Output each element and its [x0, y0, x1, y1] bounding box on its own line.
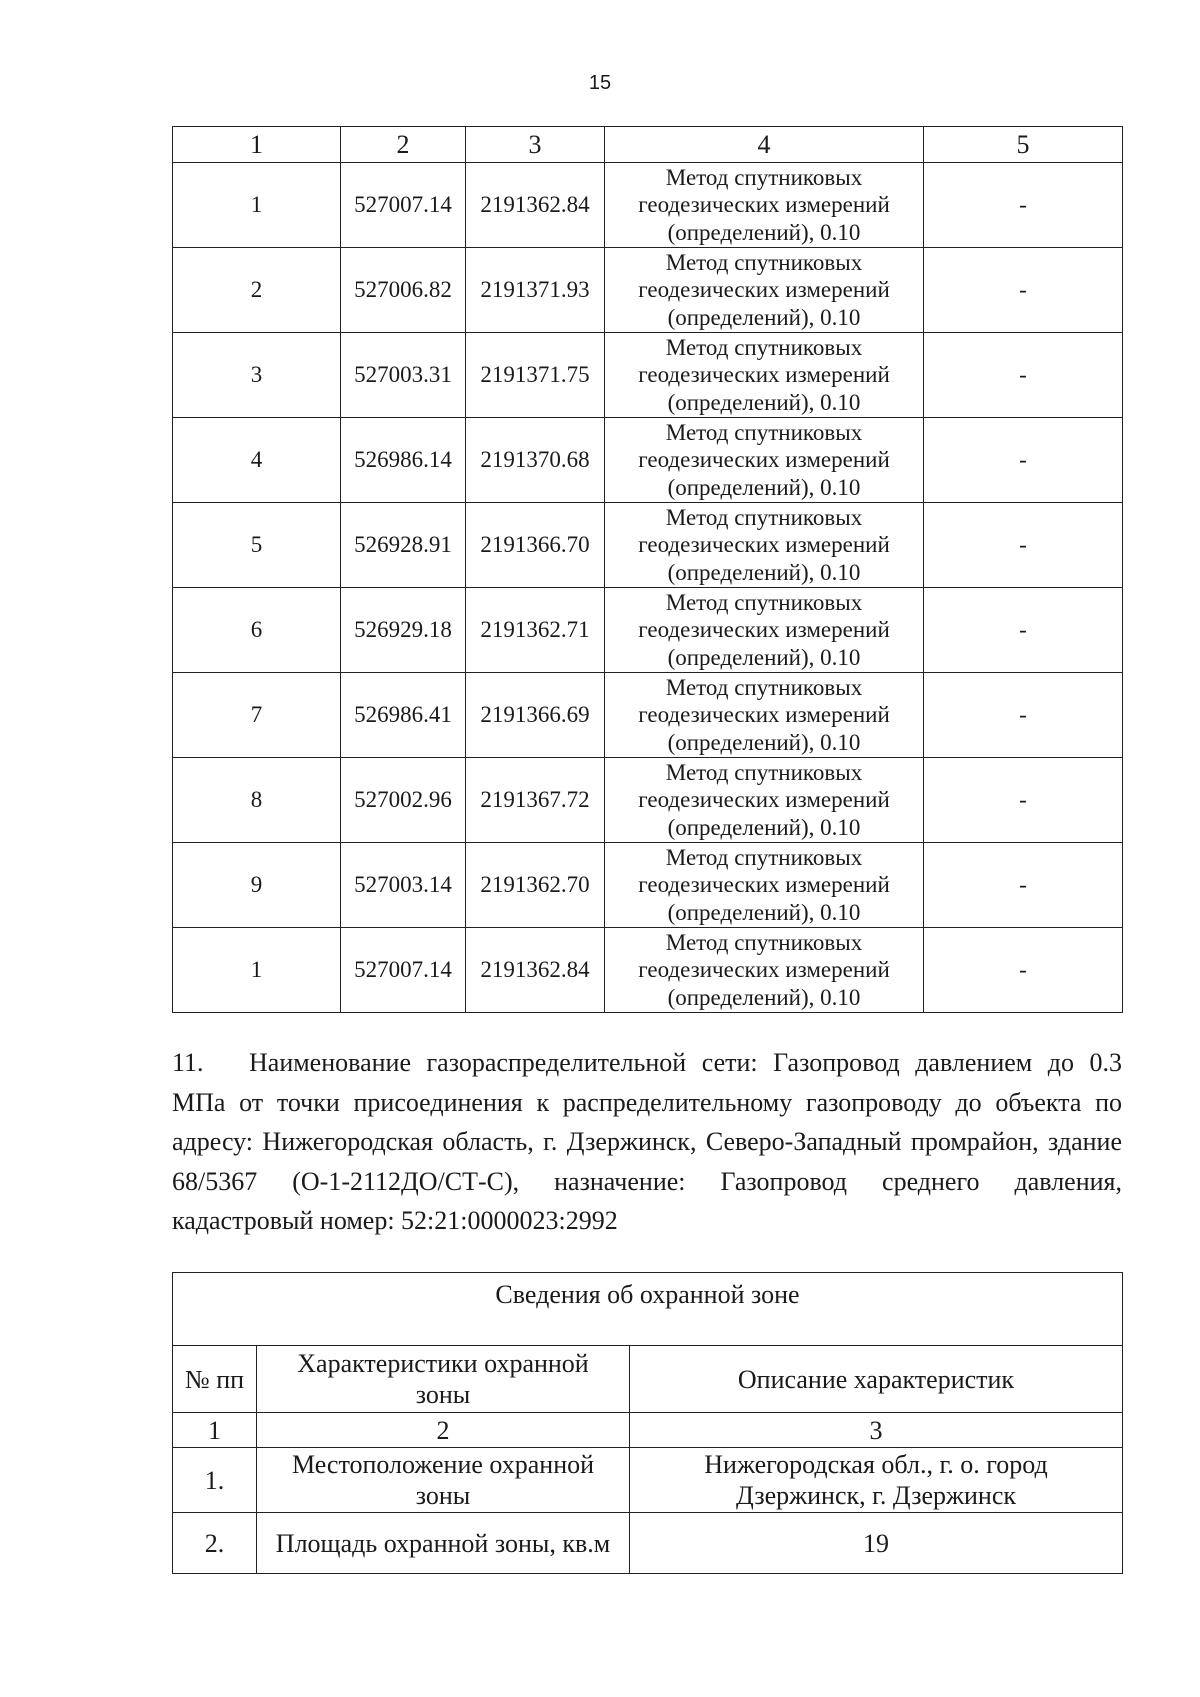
method-line: Метод спутниковых [665, 419, 863, 445]
protection-zone-table [172, 1272, 1123, 1574]
y-coordinate-cell: 2191362.70 [466, 843, 605, 928]
note-cell: - [924, 333, 1123, 418]
method-line: Метод спутниковых [665, 589, 863, 615]
note-cell: - [924, 588, 1123, 673]
point-number-cell: 6 [173, 588, 341, 673]
method-line: Метод спутниковых [665, 844, 863, 870]
table-row [173, 418, 1123, 503]
method-cell [605, 333, 924, 418]
header-description: Описание характеристик [630, 1346, 1123, 1413]
method-line: Метод спутниковых [665, 249, 863, 275]
header-characteristic-line: зоны [415, 1380, 471, 1409]
x-coordinate-cell: 527003.31 [341, 333, 466, 418]
x-coordinate-cell: 527007.14 [341, 928, 466, 1013]
method-line: (определений), 0.10 [667, 984, 861, 1010]
column-header: 4 [605, 127, 924, 163]
method-cell [605, 163, 924, 248]
method-line: (определений), 0.10 [667, 559, 861, 585]
section-number: 11. [172, 1048, 204, 1077]
x-coordinate-cell: 527003.14 [341, 843, 466, 928]
column-header: 5 [924, 127, 1123, 163]
method-cell [605, 673, 924, 758]
y-coordinate-cell: 2191371.93 [466, 248, 605, 333]
table-row [173, 673, 1123, 758]
row-description-line: Нижегородская обл., г. о. город [704, 1450, 1048, 1479]
point-number-cell: 1 [173, 928, 341, 1013]
method-line: геодезических измерений [638, 192, 890, 218]
y-coordinate-cell: 2191370.68 [466, 418, 605, 503]
note-cell: - [924, 503, 1123, 588]
note-cell: - [924, 248, 1123, 333]
zone-table-title: Сведения об охранной зоне [173, 1273, 1123, 1346]
header-characteristic-line: Характеристики охранной [297, 1349, 589, 1378]
point-number-cell: 7 [173, 673, 341, 758]
table-row [173, 163, 1123, 248]
point-number-cell: 4 [173, 418, 341, 503]
method-line: геодезических измерений [638, 532, 890, 558]
method-line: геодезических измерений [638, 277, 890, 303]
y-coordinate-cell: 2191362.71 [466, 588, 605, 673]
method-line: Метод спутниковых [665, 334, 863, 360]
table-row [173, 503, 1123, 588]
method-line: геодезических измерений [638, 957, 890, 983]
y-coordinate-cell: 2191362.84 [466, 928, 605, 1013]
table-row [173, 333, 1123, 418]
zone-row-location [173, 1448, 1123, 1513]
column-number: 1 [173, 1413, 257, 1448]
zone-row-area [173, 1513, 1123, 1574]
note-cell: - [924, 928, 1123, 1013]
method-cell [605, 503, 924, 588]
method-line: (определений), 0.10 [667, 899, 861, 925]
method-line: Метод спутниковых [665, 929, 863, 955]
point-number-cell: 2 [173, 248, 341, 333]
method-line: (определений), 0.10 [667, 474, 861, 500]
page-number: 15 [588, 72, 612, 94]
column-header: 3 [466, 127, 605, 163]
table-header-row [173, 127, 1123, 163]
header-num: № пп [173, 1346, 257, 1413]
row-characteristic-line: Местоположение охранной [291, 1450, 595, 1479]
x-coordinate-cell: 526929.18 [341, 588, 466, 673]
x-coordinate-cell: 526928.91 [341, 503, 466, 588]
method-cell [605, 758, 924, 843]
row-description-line: Дзержинск, г. Дзержинск [735, 1481, 1017, 1510]
point-number-cell: 5 [173, 503, 341, 588]
method-line: Метод спутниковых [665, 504, 863, 530]
method-line: (определений), 0.10 [667, 729, 861, 755]
column-number: 2 [257, 1413, 630, 1448]
y-coordinate-cell: 2191362.84 [466, 163, 605, 248]
row-description [630, 1448, 1123, 1513]
zone-header-row [173, 1346, 1123, 1413]
y-coordinate-cell: 2191371.75 [466, 333, 605, 418]
method-line: Метод спутниковых [665, 164, 863, 190]
note-cell: - [924, 843, 1123, 928]
column-header: 1 [173, 127, 341, 163]
table-row [173, 928, 1123, 1013]
row-num: 2. [173, 1513, 257, 1574]
method-line: (определений), 0.10 [667, 219, 861, 245]
method-line: (определений), 0.10 [667, 304, 861, 330]
method-line: геодезических измерений [638, 787, 890, 813]
row-description-line: 19 [863, 1528, 889, 1558]
note-cell: - [924, 163, 1123, 248]
method-cell [605, 418, 924, 503]
method-cell [605, 928, 924, 1013]
row-characteristic [257, 1513, 630, 1574]
row-num: 1. [173, 1448, 257, 1513]
x-coordinate-cell: 527006.82 [341, 248, 466, 333]
method-line: (определений), 0.10 [667, 389, 861, 415]
x-coordinate-cell: 526986.14 [341, 418, 466, 503]
x-coordinate-cell: 526986.41 [341, 673, 466, 758]
method-line: геодезических измерений [638, 362, 890, 388]
zone-column-numbers-row [173, 1413, 1123, 1448]
method-line: геодезических измерений [638, 617, 890, 643]
section-text: Наименование газораспределительной сети: Газопровод давлением до 0.3 МПа от точки присоединения к распределительному газопроводу до объекта по адресу: Нижегородская область, г. Дзержинск, Северо-Западный промрайон, здание 68/5367 (О-1-2112ДО/СТ-С), назначение: Газопровод среднего давления, кадастровый номер: 52:21:0000023:2992 [172, 1048, 1122, 1235]
y-coordinate-cell: 2191366.70 [466, 503, 605, 588]
header-characteristic [257, 1346, 630, 1413]
row-description [630, 1513, 1123, 1574]
point-number-cell: 3 [173, 333, 341, 418]
row-characteristic-line: Площадь охранной зоны, кв.м [275, 1528, 611, 1558]
row-characteristic-line: зоны [415, 1481, 471, 1510]
method-line: Метод спутниковых [665, 759, 863, 785]
y-coordinate-cell: 2191367.72 [466, 758, 605, 843]
note-cell: - [924, 673, 1123, 758]
table-row [173, 843, 1123, 928]
note-cell: - [924, 758, 1123, 843]
point-number-cell: 9 [173, 843, 341, 928]
table-row [173, 248, 1123, 333]
method-cell [605, 248, 924, 333]
column-number: 3 [630, 1413, 1123, 1448]
method-line: Метод спутниковых [665, 674, 863, 700]
note-cell: - [924, 418, 1123, 503]
table-row [173, 588, 1123, 673]
method-line: геодезических измерений [638, 702, 890, 728]
x-coordinate-cell: 527007.14 [341, 163, 466, 248]
x-coordinate-cell: 527002.96 [341, 758, 466, 843]
table-row [173, 758, 1123, 843]
column-header: 2 [341, 127, 466, 163]
coordinates-table [172, 126, 1123, 1013]
y-coordinate-cell: 2191366.69 [466, 673, 605, 758]
section-paragraph [172, 1043, 1122, 1241]
method-line: геодезических измерений [638, 447, 890, 473]
method-cell [605, 588, 924, 673]
method-line: (определений), 0.10 [667, 814, 861, 840]
method-cell [605, 843, 924, 928]
point-number-cell: 1 [173, 163, 341, 248]
row-characteristic [257, 1448, 630, 1513]
point-number-cell: 8 [173, 758, 341, 843]
method-line: геодезических измерений [638, 872, 890, 898]
method-line: (определений), 0.10 [667, 644, 861, 670]
